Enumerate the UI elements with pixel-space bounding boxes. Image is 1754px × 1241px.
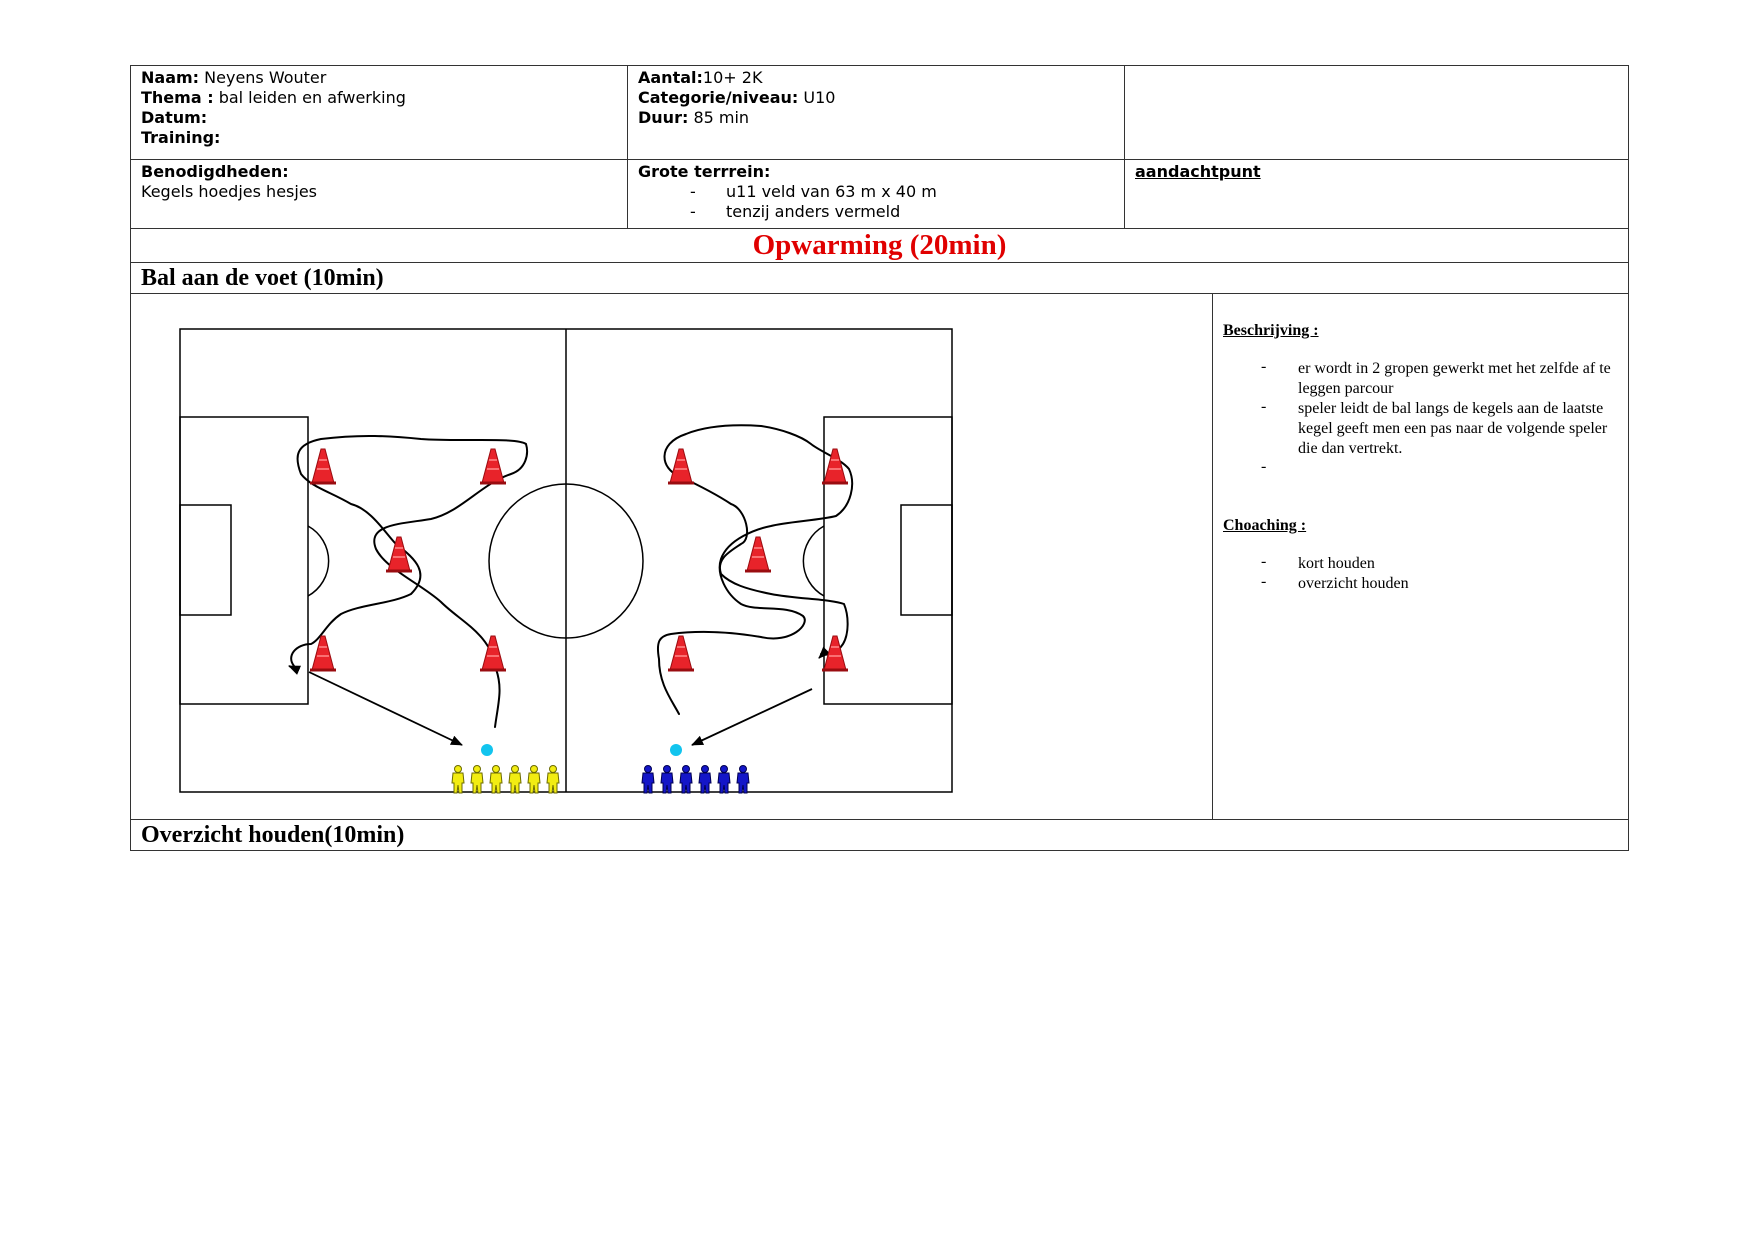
- duur-label: Duur:: [638, 108, 689, 127]
- player-icon: [452, 766, 464, 794]
- player-icon: [661, 766, 673, 794]
- exercise1-title: Bal aan de voet (10min): [141, 265, 384, 291]
- player-icon: [699, 766, 711, 794]
- duur-value: 85 min: [693, 108, 750, 127]
- exercise1-title-cell: [131, 263, 1629, 294]
- right-return-arrow: [819, 656, 821, 658]
- right-goal-area: [901, 505, 952, 615]
- description-label: Beschrijving :: [1223, 322, 1319, 339]
- trainer-info-cell: [131, 66, 628, 160]
- yellow-team: [452, 766, 559, 794]
- description-item: [1223, 459, 1618, 479]
- terrain-list: [638, 182, 1114, 222]
- terrain-item: - u11 veld van 63 m x 40 m: [638, 182, 1114, 202]
- exercise2-title: Overzicht houden(10min): [141, 822, 405, 848]
- materials-value: Kegels hoedjes hesjes: [141, 182, 317, 201]
- exercise1-diagram-cell: [131, 294, 1213, 820]
- ball-icon: [670, 744, 682, 756]
- dribble-routes: [291, 425, 852, 727]
- terrain-item: - tenzij anders vermeld: [638, 202, 1114, 222]
- thema-value: bal leiden en afwerking: [218, 88, 406, 107]
- warmup-title: Opwarming (20min): [752, 229, 1007, 261]
- player-icon: [737, 766, 749, 794]
- aantal-label: Aantal:: [638, 68, 703, 87]
- description-list: [1223, 359, 1618, 479]
- player-icon: [528, 766, 540, 794]
- cone-icon: [668, 449, 694, 483]
- ball-icon: [481, 744, 493, 756]
- left-return-arrow: [289, 666, 296, 669]
- coaching-item: - kort houden: [1223, 554, 1618, 574]
- cone-icon: [745, 537, 771, 571]
- blue-team: [642, 766, 749, 794]
- cone-icon: [668, 636, 694, 670]
- naam-label: Naam:: [141, 68, 200, 87]
- warmup-title-cell: [131, 229, 1629, 263]
- player-icon: [680, 766, 692, 794]
- cone-icon: [310, 449, 336, 483]
- right-penalty-arc: [803, 526, 824, 596]
- description-item: - speler leidt de bal langs de kegels aan de laatste kegel geeft men een pas naar de volgende speler die dan vertrekt.: [1223, 399, 1618, 459]
- materials-cell: [131, 160, 628, 229]
- coaching-item: - overzicht houden: [1223, 574, 1618, 594]
- pass-arrows: [289, 656, 821, 745]
- training-table: [130, 65, 1629, 851]
- categorie-value: U10: [803, 88, 836, 107]
- left-goal-area: [180, 505, 231, 615]
- left-penalty-arc: [308, 526, 329, 596]
- player-icon: [490, 766, 502, 794]
- categorie-label: Categorie/niveau:: [638, 88, 799, 107]
- terrain-label: Grote terrrein:: [638, 162, 771, 181]
- training-sheet: [130, 65, 1628, 851]
- naam-value: Neyens Wouter: [204, 68, 327, 87]
- football-pitch-diagram: [131, 294, 1039, 814]
- player-icon: [471, 766, 483, 794]
- player-icon: [509, 766, 521, 794]
- description-item: - er wordt in 2 gropen gewerkt met het zelfde af te leggen parcour: [1223, 359, 1618, 399]
- datum-label: Datum:: [141, 108, 208, 127]
- exercise2-title-cell: [131, 820, 1629, 851]
- aantal-value: 10+ 2K: [702, 68, 763, 87]
- left-penalty-area: [180, 417, 308, 704]
- terrain-cell: [628, 160, 1125, 229]
- thema-label: Thema :: [141, 88, 214, 107]
- training-label: Training:: [141, 128, 221, 147]
- materials-label: Benodigdheden:: [141, 162, 289, 181]
- coaching-label: Choaching :: [1223, 517, 1307, 534]
- right-pass-arrow: [692, 689, 812, 745]
- player-icon: [718, 766, 730, 794]
- attention-label: aandachtpunt: [1135, 162, 1261, 181]
- cone-icon: [480, 449, 506, 483]
- attention-cell: [1125, 160, 1629, 229]
- coaching-list: [1223, 554, 1618, 594]
- pitch-lines: [180, 329, 952, 792]
- player-icon: [547, 766, 559, 794]
- left-pass-arrow: [309, 672, 462, 745]
- player-icon: [642, 766, 654, 794]
- exercise1-description-cell: [1213, 294, 1629, 820]
- empty-header-cell: [1125, 66, 1629, 160]
- group-info-cell: [628, 66, 1125, 160]
